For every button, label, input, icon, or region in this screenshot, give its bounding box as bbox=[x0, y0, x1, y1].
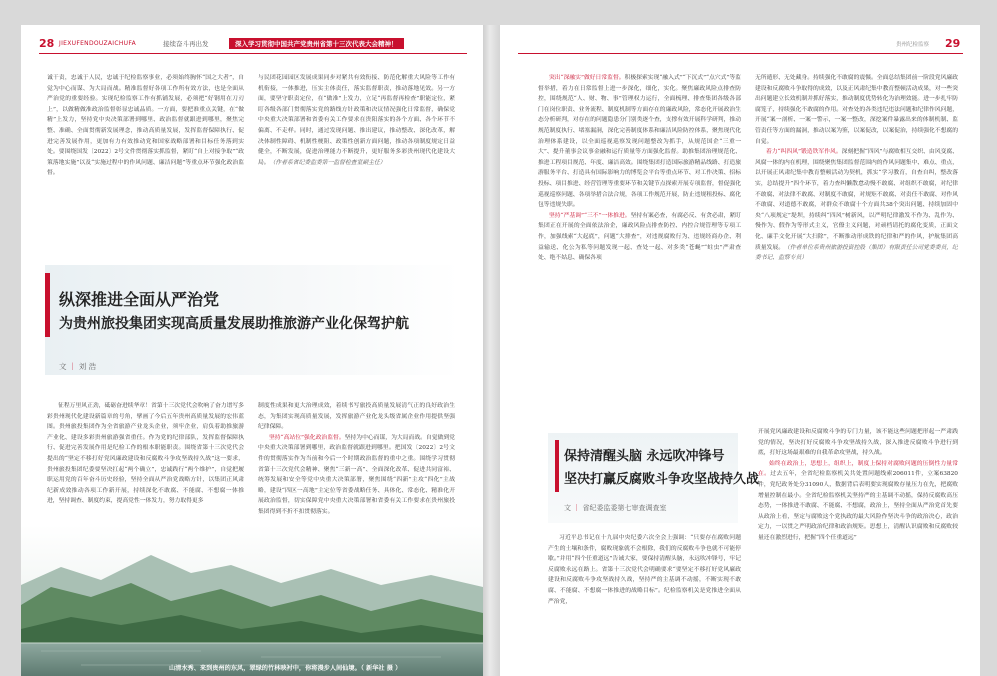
article2-title-line-2: 坚决打赢反腐败斗争攻坚战持久战 bbox=[564, 472, 760, 487]
title-accent-bar bbox=[45, 273, 50, 337]
article-title-line-2: 为贵州旅投集团实现高质量发展助推旅游产业化保驾护航 bbox=[59, 316, 409, 332]
article2-column-1 bbox=[548, 533, 741, 673]
top-column-1 bbox=[47, 73, 244, 245]
left-header bbox=[39, 37, 479, 51]
header-rule bbox=[518, 53, 963, 54]
highlight-subhead: 着力“纠四风”锻造铁军作风。 bbox=[766, 149, 842, 156]
right-column-1 bbox=[538, 73, 741, 419]
byline: 文 ｜ 省纪委监委第七审查调查室 bbox=[564, 504, 667, 512]
page-number: 29 bbox=[945, 37, 961, 50]
header-banner: 深入学习贯彻中国共产党贵州省第十三次代表大会精神！ bbox=[229, 38, 404, 49]
page-gutter bbox=[483, 25, 500, 676]
title-accent-bar bbox=[555, 440, 559, 492]
article-title-line-1: 纵深推进全面从严治党 bbox=[59, 290, 220, 309]
highlight-subhead: 始终在政治上，思想上，组织上，制度上保持对腐败问题的压倒性力量常在。 bbox=[758, 460, 958, 478]
landscape-photo bbox=[21, 525, 483, 676]
paragraph: 诚干责，忠诚于人民，忠诚于纪检监察事业，必须始终胸怀“国之大者”，自觉为中心而谋、为大局而战。精准监督好各项工作所有效方法，也是全面从严治党的重要经验。实现纪检监察工作有抓铺发展，必须把“好钢用在刀刃上”，以做精做准政治监督彰显忠诚品质。一方面，要把准重点关键，在“做精”上发力，坚持党中央决策部署到哪里、政治监督就跟进到哪里，聚焦完整、准确、全面贯彻新发展理念，推动高质量发展，发挥监督保障执行、促进完善发展作用，更加有力有效推动党和国家战略部署和目标任务落到实处。要围绕国发〔2022〕2号文件贯彻落实抓监督，紧盯“自上对接争取”“政策落地实施”以及“实施过程中的作风问题、廉洁问题”等重点环节强化政治监督。 bbox=[47, 75, 244, 177]
paragraph: 坚持为中心而谋，为大局而战。自觉做到党中央重大决策部署到哪里，政治监督就跟进到哪里。把国发〔2022〕2号文件的贯彻落实作为当前和今后一个时期政治监督的重中之重。围绕学习贯彻省第十三次党代会精神、聚焦“三新一高”、全面深化改革、促进共同富裕、统筹发展和安全等党中央重大决策部署，聚焦围绕“四新”主攻“四化”主战略，建设“四区一高地”主定位等省委战略任务、具体化、常态化、精准化开展政治监督，切实保障党中央重大决策部署和省委有关工作要求在贵州旅投集团得到不折不扣贯彻落实。 bbox=[258, 434, 455, 515]
page-number: 28 bbox=[39, 37, 55, 50]
top-column-2 bbox=[258, 73, 455, 245]
right-column-2 bbox=[755, 73, 958, 419]
paragraph: 开展党风廉政建设和反腐败斗争的专门力量，该不能这些问题把形起一严肃践党的情况，坚决打好反腐败斗争攻坚战持久战，深入推进反腐败斗争进行到底，打好这场最艰难的自我革命攻坚战，持久战。 bbox=[758, 429, 958, 457]
highlight-subhead: 坚持“高站位”强化政治监督。 bbox=[269, 434, 345, 441]
paragraph: 坚持有案必查，有腐必反、有贪必肃，紧盯集团正在开展的全面依法治企，廉政风险点排查防控、内控合规管理等专项工作，加强线索“大起底”，问题“大排查”，对违规腐败行为、违规经商办企、利益输送、化公为私等问题发现一起、查处一起、对多类“苍蝇”“蛀虫”严肃查处、绝不姑息、确保各项 bbox=[538, 212, 741, 262]
paragraph: 征程万里风正劲，砥砺奋进续华章！省第十三次党代会吹响了奋力谱写多彩贵州现代化建设新篇章的号角，擘画了今后五年贵州高质量发展的宏伟蓝图。贵州旅投集团作为全省旅游产业龙头企业，须牢企业，肩负着助推旅游产业化、建设多彩贵州旅游强省重任。作为党的纪律部队，发挥监督保障执行、促进完善发展作用是纪检工作的根本职能职责。围绕省第十三次党代会提出的“坚定不移打好党风廉政建设和反腐败斗争攻坚战持久战”这一要求，贵州旅投集团纪委要坚决扛起“两个确立”，忠诚践行“两个维护”，自觉把履职运用党的百年奋斗历史经验，坚持全面从严治党战略方针，以集团正风肃纪新成效推动各项工作新开展，持续深化不敢腐、不能腐、不想腐一体推进，坚持调查、制度约束，提高党性一体发力，努力取得更多 bbox=[47, 403, 244, 505]
author-note: （作者单位系贵州旅游投资控股（集团）有限责任公司党委委员，纪委书记、监察专员） bbox=[755, 244, 958, 262]
left-page bbox=[21, 25, 483, 676]
author-note: （作者系省纪委监委第一监督检查室副主任） bbox=[269, 159, 386, 166]
byline: 文 ｜ 刘 浩 bbox=[59, 362, 97, 371]
highlight-subhead: 坚持“严基调”“三不”一体推进。 bbox=[549, 212, 631, 219]
byline-author: 刘 浩 bbox=[78, 362, 97, 371]
header-rule bbox=[39, 53, 467, 54]
article2-column-2 bbox=[758, 427, 958, 673]
paragraph: 过去五年，全省纪检监察机关共处置问题线索206011件，立案63820件，党纪政务处分31090人，数据背后表明要实现腐败存量压力在先，把腐败增量控制在最小。全省纪检监察机关坚持严的主基调不动摇，保持反腐败高压态势，一体推进不敢腐、不能腐、不想腐，政治上，坚持全面从严治党首先要从政治上看，坚定与腐败这个党执政的最大风险作坚决斗争的政治决心，政治定力，一以贯之严明政治纪律和政治规矩。思想上，清醒认识腐败和反腐败较量还在激烈进行，把握“四个任重道远” bbox=[758, 471, 958, 541]
byline-label: 文 bbox=[59, 362, 67, 371]
section-label: 贵州纪检监察 bbox=[896, 42, 930, 48]
paragraph: 深刻把握“四风”与腐败相互交织、由风变腐、风腐一体的内在机理，围绕聚焦集团监督范围内的作风问题集中、难点、重点，以开展正风肃纪集中教育整顿活动为契机，抓实“学习教育，自查自纠，整改落实，总结提升”四个环节，着力查纠懒散怠动慢不敢腐、对组织不敢腐，对纪律不敢腐、对法律不敢腐、对制度不敢腐，对规矩不敢腐、对责任不敢腐、对作风不敢腐、对道德不敢腐，对群众不敢腐十个方面共38个突出问题、持续加固中央“八项规定”堤坝，持续纠“四风”树新风，以严明纪律激发不作为、乱作为、慢作为、假作为等形式主义，官僚主义问题，对顽档请托的腐化变质，正面文化、廉手文化开展“大扫除”，不断推动形成铁的纪律和严的作风，护航集团高质量发展。 bbox=[755, 149, 958, 251]
byline-label: 文 bbox=[564, 504, 571, 512]
right-header bbox=[518, 37, 963, 51]
mountain-lake-image bbox=[21, 525, 483, 676]
paragraph: 制度性成果和更大治理成效，着续书写旅投高质量发展清气正的良好政治生态，为集团实现高质量发展，发挥旅游产业化龙头级省属企业作用提供坚强纪律保障。 bbox=[258, 403, 455, 431]
highlight-subhead: 突出“深融实”做好日常监督。 bbox=[549, 75, 625, 81]
photo-caption: 山清水秀、来到贵州的东风，翠绿的竹林映衬中，你将漫步人间仙境。（ 新华社 摄 ） bbox=[169, 665, 402, 672]
paragraph: 积极探索实现“融入式”“下沉式”“点穴式”等监督举措，着力在日常监督上进一步深化，细化，实化。聚焦廉政风险点排查防控，围绕规范“人、财、物、事”管理权力运行，全面梳理、排查集团各级各部门在岗位职责、业务流程、制度机制等方面存在的廉政风险，常态化开展政治生态分析研判，对存在的问题隐患分门别类逐个查，支撑有效开展科学研判，推动规范制度执行、堵塞漏洞，深化完善制度体系和廉洁风险防控体系，聚焦现代化治理体系建设，以全面巡视巡察发现问题整改为抓手，从规范国企“三重一大”、提升董事会议事金融和运行质量等方面强化监督。助推集团治理规范化、推进工程项目规范、年度、廉洁高效。围绕集团打造国际旅游精品线路、打造旅游服务平台、打造具有国际影响力的博览会平台等重点环节、对工作决策、招标投标、项目推进、经营管理等重要环节和关键节点探索开展专项监督，督促强化巡视巡察问题、各项举措合法合规，各项工作规范开展，防止违规租投标、腐化包等违规失职。 bbox=[538, 75, 741, 209]
byline-author: 省纪委监委第七审查调查室 bbox=[582, 504, 667, 512]
paragraph: 与民团花园园区发展成果同步对紧共有效衔接、防范化解重大风险等工作有机衔接，一体推进，压实主体责任，落实监督职责，推动落地见效。另一方面，要坚守职责定位，在“做准”上发力，立足“再监督再检查”职能定位，紧盯各级各部门贯彻落实党的路线方针政策和决议情况强化日常监督，确保党中央重大决策部署和省委有关工作要求在贵阳落实的各个方面、各个环节不偏离、不走样。同时，通过发现问题、推出建议，推动整改、深化改革，解决体制性障碍、机制性梗阻、政策性创新方面问题，推动各项制度规定日益健全，不断发展，促进治理能力不断提升，更好服务多彩贵州现代化建设大局。 bbox=[258, 75, 455, 166]
article2-title-line-1: 保持清醒头脑 永远吹冲锋号 bbox=[564, 449, 725, 464]
section-label: 接续奋斗再出发 bbox=[163, 40, 209, 48]
running-head: JIEXUFENDOUZAICHUFA bbox=[59, 40, 136, 47]
paragraph: 无所遁形、无处藏身。持续强化不敢腐的震慑。全面总结集团前一阶段党风廉政建设和反腐败斗争取得的成效，以及正风肃纪集中教育整顿活动成果，对一些突出问题建立长效机制并抓好落实，推动制度优势转化为治理效能。进一步扎牢防腐笼子，持续强化不敢腐的作用。对查处的各类违纪违法问题和纪律作风问题，开展“案一剖析、一案一警示，一案一整改，深挖案件暴露出来的体制机制、监管责任等方面的漏洞，推动以案为鉴，以案促改，以案促治，持续强化不想腐的自觉。 bbox=[755, 75, 958, 145]
right-page bbox=[500, 25, 980, 676]
paragraph: 习近平总书记在十九届中央纪委六次全会上强调：“只要存在腐败问题产生的土壤和条件，腐败现象就不会根除，我们的反腐败斗争也就不可能停歇。”并用“四个任重道远”告诫大家，要保持清醒头脑，永远吹冲锋号，牢记反腐败永远在路上。省第十三次党代会明确要求“要坚定不移打好党风廉政建设和反腐败斗争攻坚战持久战，坚持严的主基调不动摇，不断实现不敢腐、不能腐、不想腐一体推进的战略目标”。纪检监察机关是党推进全面从严治党， bbox=[548, 535, 741, 605]
